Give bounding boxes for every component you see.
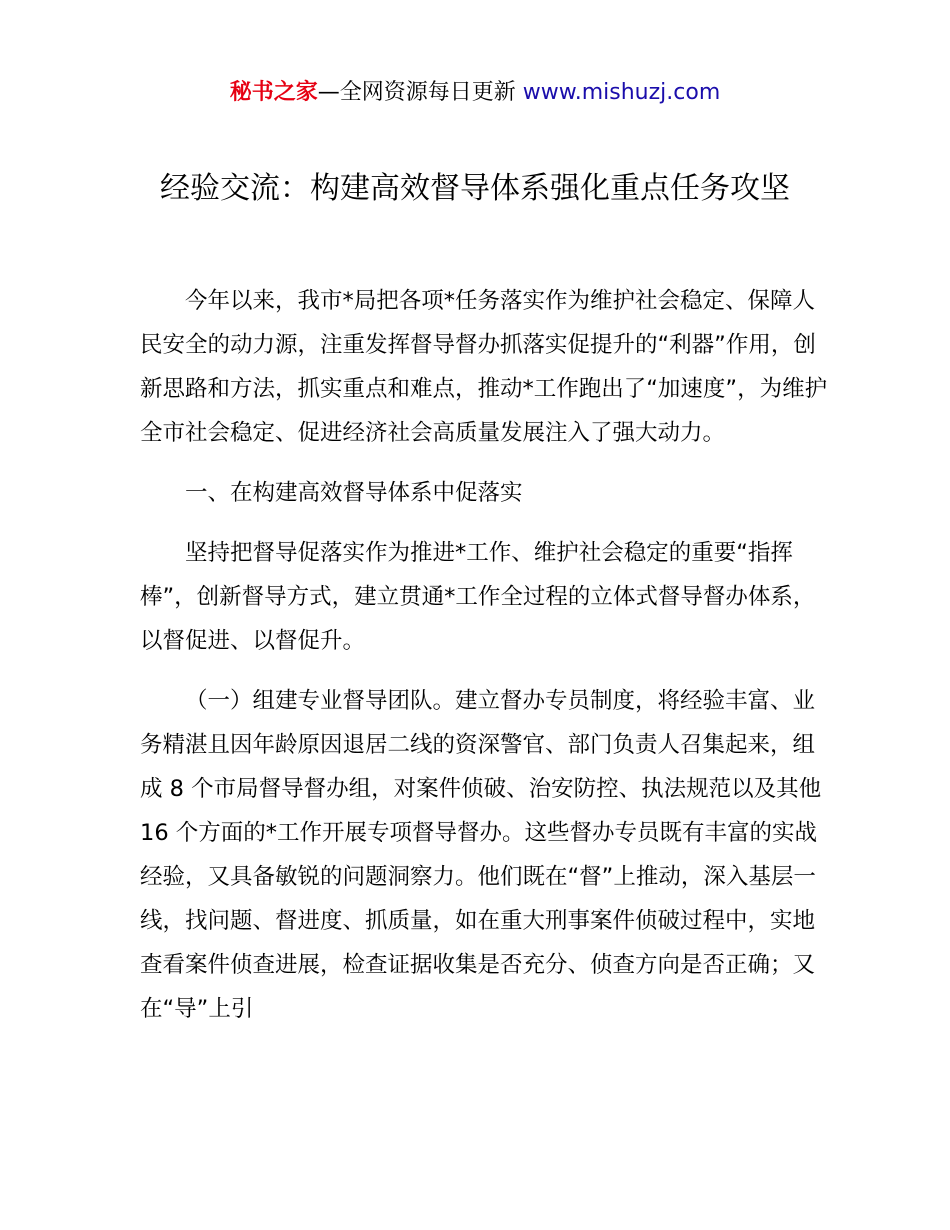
document-title: 经验交流：构建高效督导体系强化重点任务攻坚 [160,171,790,206]
section-heading-1: 一、在构建高效督导体系中促落实 [185,480,523,506]
paragraph-subsection-1: （一）组建专业督导团队。建立督办专员制度，将经验丰富、业务精湛且因年龄原因退居二线的资深警官、部门负责人召集起来，组成 8 个市局督导督办组，对案件侦破、治安防控、执法规范以及其他 16 个方面的*工作开展专项督导督办。这些督办专员既有丰富的实战经验，又具备敏锐的问题洞察力。他们既在“督”上推动，深入基层一线，找问题、督进度、抓质量，如在重大刑事案件侦破过程中，实地查看案件侦查进展，检查证据收集是否充分、侦查方向是否正确；又在“导”上引 [140,688,822,1022]
document-body [140,279,832,1031]
site-brand: 秘书之家 [229,80,318,105]
paragraph-intro: 今年以来，我市*局把各项*任务落实作为维护社会稳定、保障人民安全的动力源，注重发挥督导督办抓落实促提升的“利器”作用，创新思路和方法，抓实重点和难点，推动*工作跑出了“加速度”，为维护全市社会稳定、促进经济社会高质量发展注入了强大动力。 [140,288,828,446]
paragraph-section-1-intro: 坚持把督导促落实作为推进*工作、维护社会稳定的重要“指挥棒”，创新督导方式，建立贯通*工作全过程的立体式督导督办体系，以督促进、以督促升。 [140,540,816,654]
site-url-link[interactable]: www.mishuzj.com [522,80,721,105]
site-tagline: —全网资源每日更新 [317,80,523,105]
site-header [0,78,950,108]
